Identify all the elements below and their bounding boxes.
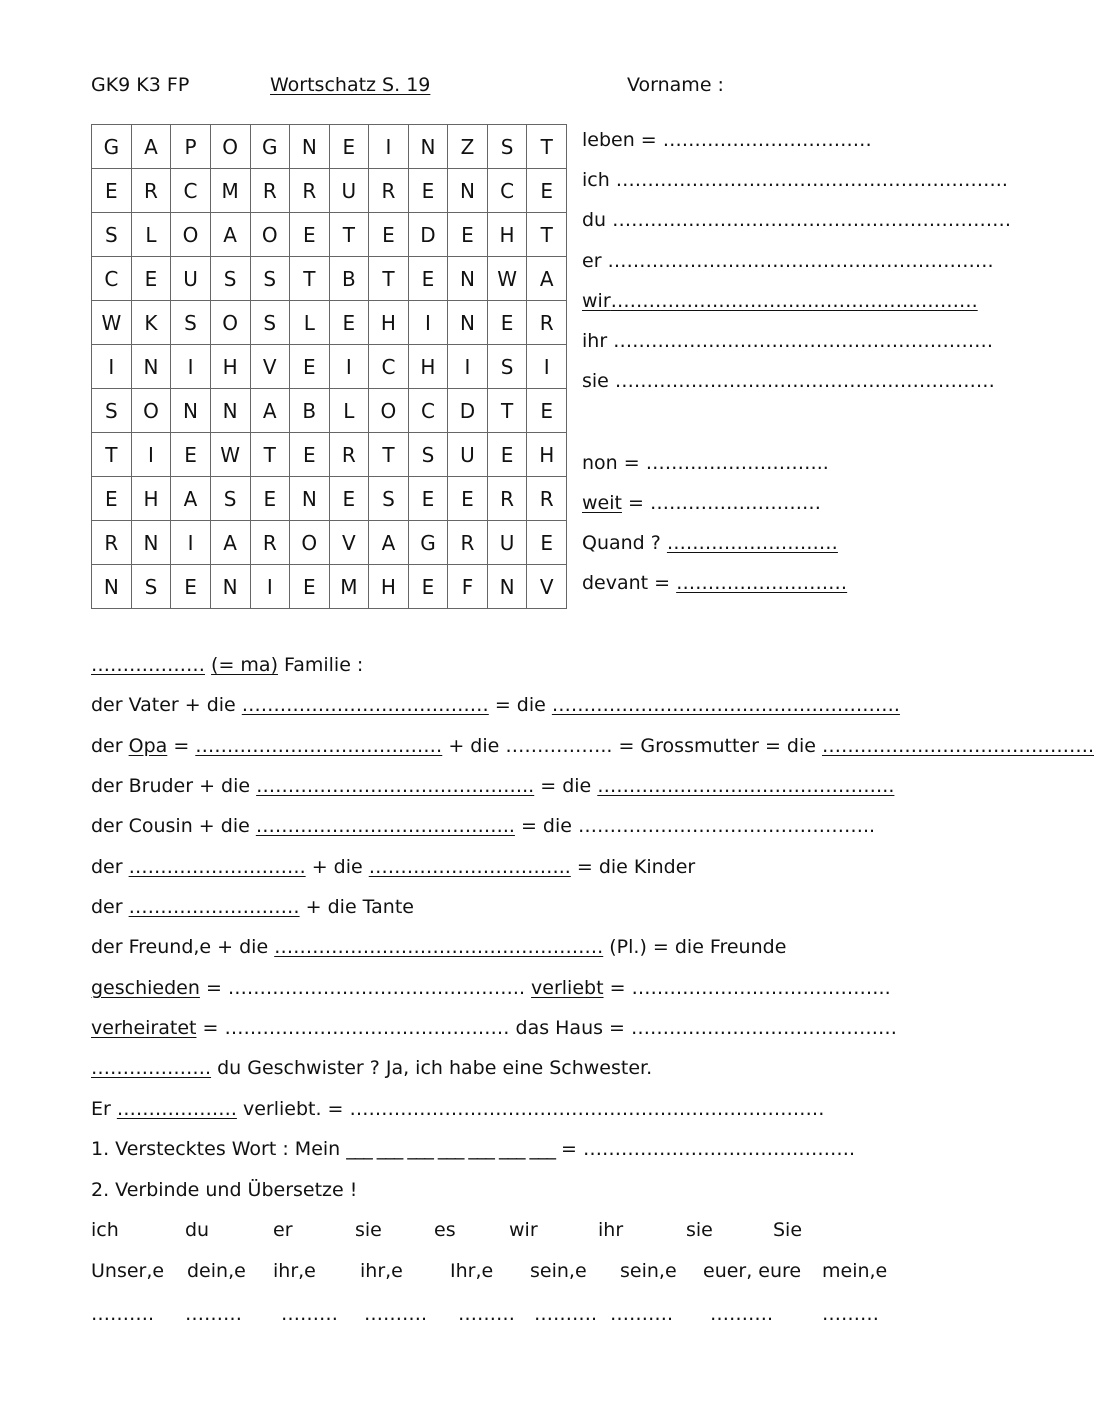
possessive: Ihr,e	[450, 1260, 494, 1282]
line-vater	[91, 693, 900, 717]
text: du Geschwister ? Ja, ich habe eine Schwester.	[211, 1057, 653, 1079]
letter-blanks: ___ ___ ___ ___ ___ ___ ___	[346, 1138, 555, 1160]
grid-cell: W	[210, 433, 250, 477]
grid-cell: S	[171, 301, 211, 345]
answer-blank: ………	[822, 1303, 879, 1325]
line-verheiratet	[91, 1016, 897, 1040]
grid-cell: U	[329, 169, 369, 213]
grid-cell: H	[131, 477, 171, 521]
grid-cell: E	[290, 345, 330, 389]
vocab-devant	[582, 571, 847, 595]
grid-row	[92, 257, 567, 301]
grid-cell: E	[92, 169, 132, 213]
vocab-ich: ich ……………………………………………………..	[582, 169, 1008, 191]
vocab-non: non = ………………………..	[582, 452, 829, 474]
answer-blank: ……….	[364, 1303, 428, 1325]
grid-cell: R	[250, 521, 290, 565]
vocab-sie: sie ……………………………………………………	[582, 370, 995, 392]
grid-cell: E	[408, 169, 448, 213]
grid-cell: W	[92, 301, 132, 345]
grid-cell: C	[487, 169, 527, 213]
grid-cell: I	[171, 521, 211, 565]
task-hidden-word	[91, 1137, 855, 1161]
grid-cell: N	[448, 169, 488, 213]
grid-cell: M	[329, 565, 369, 609]
text: der Vater + die	[91, 694, 242, 716]
grid-cell: B	[290, 389, 330, 433]
text: = ………………………………………..	[199, 977, 532, 999]
vocab-quand-blank: ………………………	[666, 532, 838, 554]
grid-cell: A	[210, 521, 250, 565]
grid-cell: O	[369, 389, 409, 433]
grid-cell: W	[487, 257, 527, 301]
text: + die Tante	[299, 896, 414, 918]
word-geschieden: geschieden	[91, 977, 200, 999]
pronoun: Sie	[773, 1219, 803, 1241]
blank: ………………………………………..	[597, 775, 895, 797]
possessive: euer, eure	[703, 1260, 802, 1282]
grid-cell: N	[448, 301, 488, 345]
grid-cell: O	[290, 521, 330, 565]
grid-cell: H	[369, 301, 409, 345]
answer-blank: ………	[185, 1303, 242, 1325]
pronoun: wir	[509, 1219, 538, 1241]
vocab-quand	[582, 531, 838, 555]
vocab-wir	[582, 289, 978, 313]
grid-cell: L	[329, 389, 369, 433]
possessive: sein,e	[530, 1260, 587, 1282]
grid-cell: I	[527, 345, 567, 389]
grid-cell: L	[290, 301, 330, 345]
grid-cell: S	[487, 125, 527, 169]
answer-blank: ……….	[710, 1303, 774, 1325]
grid-cell: E	[487, 301, 527, 345]
grid-cell: S	[408, 433, 448, 477]
answer-blank: ……….	[610, 1303, 674, 1325]
text: der	[91, 735, 129, 757]
grid-cell: H	[369, 565, 409, 609]
grid-cell: L	[131, 213, 171, 257]
grid-cell: N	[171, 389, 211, 433]
grid-cell: E	[527, 521, 567, 565]
grid-cell: R	[527, 301, 567, 345]
grid-cell: R	[92, 521, 132, 565]
word-search-grid	[91, 124, 567, 609]
vocab-wir-blank: ………………………………………………….	[610, 290, 978, 312]
line-tante	[91, 895, 414, 919]
pronoun: ich	[91, 1219, 119, 1241]
grid-cell: R	[448, 521, 488, 565]
grid-cell: A	[171, 477, 211, 521]
text: = die	[534, 775, 598, 797]
grid-cell: I	[92, 345, 132, 389]
text: = die Kinder	[570, 856, 696, 878]
blank: …………………………………..	[255, 815, 515, 837]
grid-cell: E	[329, 301, 369, 345]
text: = die ………………………………………..	[514, 815, 876, 837]
grid-row	[92, 521, 567, 565]
grid-cell: T	[290, 257, 330, 301]
grid-cell: S	[250, 257, 290, 301]
text: (Pl.) = die Freunde	[603, 936, 787, 958]
grid-cell: A	[210, 213, 250, 257]
word-opa: Opa	[128, 735, 168, 757]
grid-cell: E	[290, 433, 330, 477]
grid-cell: R	[250, 169, 290, 213]
vocab-du: du ………………………………………………………	[582, 209, 1012, 231]
grid-cell: S	[250, 301, 290, 345]
grid-cell: R	[369, 169, 409, 213]
text: + die	[305, 856, 369, 878]
grid-cell: R	[131, 169, 171, 213]
grid-cell: I	[131, 433, 171, 477]
line-geschieden	[91, 976, 891, 1000]
grid-cell: I	[171, 345, 211, 389]
blank: ………………………	[128, 896, 300, 918]
blank: ……………………….	[128, 856, 306, 878]
pronoun: ihr	[598, 1219, 624, 1241]
blank: …………………………………………….	[274, 936, 604, 958]
line-cousin	[91, 814, 875, 838]
grid-cell: E	[369, 213, 409, 257]
blank: ……………………………………..	[256, 775, 535, 797]
grid-cell: N	[290, 125, 330, 169]
text: der Cousin + die	[91, 815, 256, 837]
grid-cell: E	[408, 477, 448, 521]
grid-cell: A	[527, 257, 567, 301]
grid-cell: U	[487, 521, 527, 565]
vocab-devant-blank: ………………………	[676, 572, 848, 594]
line-freund	[91, 935, 786, 959]
blank: …………………………………….	[821, 735, 1094, 757]
grid-cell: C	[408, 389, 448, 433]
grid-cell: R	[329, 433, 369, 477]
grid-cell: I	[369, 125, 409, 169]
grid-cell: Z	[448, 125, 488, 169]
grid-cell: S	[210, 477, 250, 521]
grid-cell: N	[210, 565, 250, 609]
possessive: ihr,e	[360, 1260, 403, 1282]
grid-cell: K	[131, 301, 171, 345]
grid-cell: B	[329, 257, 369, 301]
grid-cell: A	[250, 389, 290, 433]
vocab-quand-label: Quand ?	[582, 532, 661, 554]
grid-cell: E	[329, 477, 369, 521]
possessive: Unser,e	[91, 1260, 165, 1282]
grid-cell: F	[448, 565, 488, 609]
grid-cell: E	[448, 213, 488, 257]
line-er-verliebt	[91, 1097, 825, 1121]
family-blank: ………………	[91, 654, 205, 676]
grid-cell: E	[171, 433, 211, 477]
blank: …………………………..	[368, 856, 571, 878]
grid-row	[92, 389, 567, 433]
grid-row	[92, 169, 567, 213]
grid-cell: E	[290, 565, 330, 609]
text: = …………………………………….	[555, 1138, 856, 1160]
grid-cell: H	[487, 213, 527, 257]
grid-cell: O	[131, 389, 171, 433]
grid-cell: E	[329, 125, 369, 169]
vocab-weit	[582, 491, 821, 515]
grid-cell: I	[329, 345, 369, 389]
grid-cell: T	[527, 125, 567, 169]
grid-cell: V	[527, 565, 567, 609]
vocab-wir-label: wir	[582, 290, 611, 312]
line-geschwister	[91, 1056, 652, 1080]
grid-cell: M	[210, 169, 250, 213]
grid-cell: T	[487, 389, 527, 433]
text: der	[91, 856, 129, 878]
vocab-ihr: ihr ……………………………………………………	[582, 330, 994, 352]
grid-cell: I	[250, 565, 290, 609]
answer-blank: ………	[458, 1303, 515, 1325]
grid-cell: C	[369, 345, 409, 389]
grid-cell: E	[290, 213, 330, 257]
pronoun: sie	[686, 1219, 713, 1241]
grid-cell: E	[408, 257, 448, 301]
text: + die …………….. = Grossmutter = die	[442, 735, 822, 757]
text: der Bruder + die	[91, 775, 257, 797]
grid-cell: I	[408, 301, 448, 345]
blank: ……………….	[91, 1057, 212, 1079]
text: der	[91, 896, 129, 918]
grid-cell: O	[250, 213, 290, 257]
vocab-weit-blank: = ………………………	[621, 492, 821, 514]
grid-cell: E	[131, 257, 171, 301]
text: = die	[488, 694, 552, 716]
grid-cell: T	[369, 433, 409, 477]
possessive: mein,e	[822, 1260, 888, 1282]
grid-cell: T	[92, 433, 132, 477]
pronoun: es	[434, 1219, 456, 1241]
grid-cell: S	[92, 389, 132, 433]
grid-cell: C	[92, 257, 132, 301]
blank: ……………………………………………….	[551, 694, 900, 716]
grid-cell: C	[171, 169, 211, 213]
grid-cell: S	[210, 257, 250, 301]
word-verheiratet: verheiratet	[91, 1017, 197, 1039]
grid-cell: A	[131, 125, 171, 169]
possessive: dein,e	[187, 1260, 246, 1282]
grid-cell: S	[487, 345, 527, 389]
grid-row	[92, 125, 567, 169]
grid-cell: E	[92, 477, 132, 521]
grid-cell: T	[329, 213, 369, 257]
blank: …………………………………	[241, 694, 489, 716]
possessive: ihr,e	[273, 1260, 316, 1282]
answer-blank: ……….	[91, 1303, 155, 1325]
grid-cell: H	[210, 345, 250, 389]
grid-cell: E	[527, 389, 567, 433]
grid-row	[92, 477, 567, 521]
grid-cell: D	[408, 213, 448, 257]
grid-cell: E	[487, 433, 527, 477]
grid-cell: T	[250, 433, 290, 477]
word-verliebt: verliebt	[531, 977, 604, 999]
grid-cell: E	[448, 477, 488, 521]
text: verliebt. = …………………………………………………………………	[236, 1098, 825, 1120]
grid-cell: H	[527, 433, 567, 477]
vocab-leben: leben = ……………………………	[582, 129, 872, 151]
grid-row	[92, 433, 567, 477]
grid-cell: D	[448, 389, 488, 433]
course-code: GK9 K3 FP	[91, 74, 190, 96]
vocab-er: er …………………………………………………….	[582, 250, 994, 272]
text: = …………………………………..	[603, 977, 891, 999]
grid-cell: E	[250, 477, 290, 521]
text: =	[167, 735, 196, 757]
grid-cell: S	[131, 565, 171, 609]
grid-cell: E	[171, 565, 211, 609]
vocab-devant-label: devant =	[582, 572, 671, 594]
grid-cell: G	[250, 125, 290, 169]
grid-cell: T	[527, 213, 567, 257]
name-label: Vorname :	[627, 74, 724, 96]
text: = ……………………………………… das Haus = ……………………………………	[196, 1017, 898, 1039]
answer-blank: ……….	[534, 1303, 598, 1325]
line-kinder	[91, 855, 695, 879]
grid-cell: N	[92, 565, 132, 609]
grid-cell: R	[487, 477, 527, 521]
grid-cell: N	[131, 521, 171, 565]
grid-cell: T	[369, 257, 409, 301]
pronoun: er	[273, 1219, 293, 1241]
grid-cell: S	[369, 477, 409, 521]
grid-cell: S	[92, 213, 132, 257]
family-heading	[91, 653, 363, 677]
possessive: sein,e	[620, 1260, 677, 1282]
grid-cell: R	[527, 477, 567, 521]
line-opa	[91, 734, 1094, 758]
vocab-weit-label: weit	[582, 492, 622, 514]
text: der Freund,e + die	[91, 936, 275, 958]
grid-cell: R	[290, 169, 330, 213]
answer-blank: ………	[281, 1303, 338, 1325]
grid-row	[92, 301, 567, 345]
grid-cell: N	[131, 345, 171, 389]
blank: …………………………………	[195, 735, 443, 757]
grid-cell: N	[448, 257, 488, 301]
pronoun: sie	[355, 1219, 382, 1241]
grid-cell: E	[527, 169, 567, 213]
family-hint: (= ma)	[211, 654, 278, 676]
text: Er	[91, 1098, 117, 1120]
grid-cell: O	[210, 301, 250, 345]
text: 1. Verstecktes Wort : Mein	[91, 1138, 341, 1160]
task-connect-translate: 2. Verbinde und Übersetze !	[91, 1179, 358, 1201]
grid-cell: A	[369, 521, 409, 565]
grid-cell: V	[250, 345, 290, 389]
grid-cell: H	[408, 345, 448, 389]
blank: ……………….	[116, 1098, 237, 1120]
grid-row	[92, 345, 567, 389]
worksheet-title: Wortschatz S. 19	[270, 74, 431, 96]
grid-cell: G	[408, 521, 448, 565]
grid-cell: N	[290, 477, 330, 521]
grid-row	[92, 213, 567, 257]
grid-cell: P	[171, 125, 211, 169]
grid-cell: E	[408, 565, 448, 609]
grid-cell: N	[408, 125, 448, 169]
grid-cell: O	[171, 213, 211, 257]
grid-cell: U	[171, 257, 211, 301]
grid-cell: G	[92, 125, 132, 169]
grid-cell: O	[210, 125, 250, 169]
grid-row	[92, 565, 567, 609]
grid-cell: U	[448, 433, 488, 477]
line-bruder	[91, 774, 894, 798]
grid-cell: I	[448, 345, 488, 389]
pronoun: du	[185, 1219, 210, 1241]
grid-cell: N	[487, 565, 527, 609]
grid-cell: V	[329, 521, 369, 565]
grid-cell: N	[210, 389, 250, 433]
family-label: Familie :	[277, 654, 364, 676]
